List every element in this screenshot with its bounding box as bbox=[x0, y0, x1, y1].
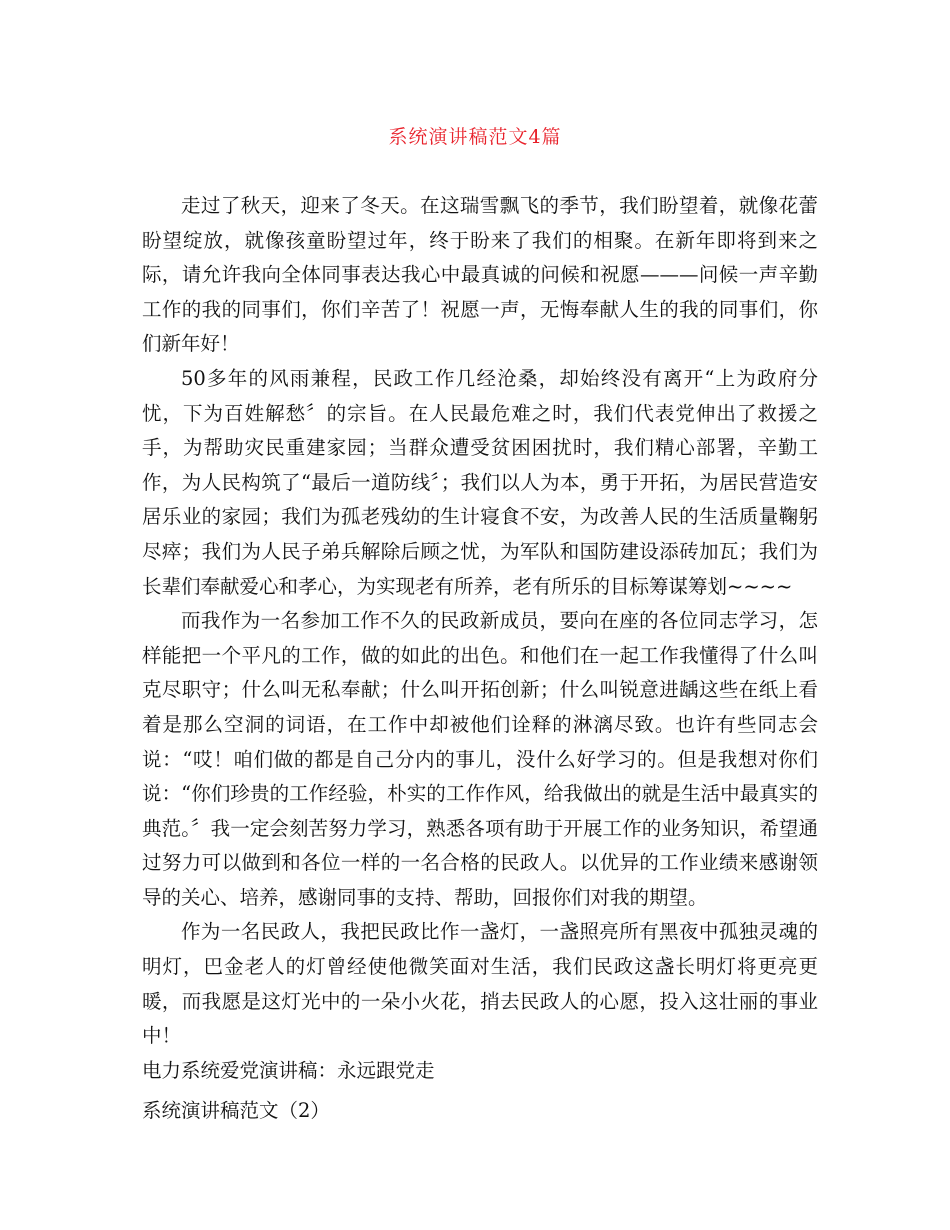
document-body bbox=[142, 189, 818, 1129]
paragraph-1: 走过了秋天，迎来了冬天。在这瑞雪飘飞的季节，我们盼望着，就像花蕾盼望绽放，就像孩童盼望过年，终于盼来了我们的相聚。在新年即将到来之际，请允许我向全体同事表达我心中最真诚的问候和祝愿———问候一声辛勤工作的我的同事们，你们辛苦了！祝愿一声，无悔奉献人生的我的同事们，你们新年好！ bbox=[142, 194, 818, 356]
paragraph-3: 而我作为一名参加工作不久的民政新成员，要向在座的各位同志学习，怎样能把一个平凡的工作，做的如此的出色。和他们在一起工作我懂得了什么叫克尽职守；什么叫无私奉献；什么叫开拓创新；什么叫锐意进龋这些在纸上看着是那么空洞的词语，在工作中却被他们诠释的淋漓尽致。也许有些同志会说：“哎！咱们做的都是自己分内的事儿，没什么好学习的。但是我想对你们说：“你们珍贵的工作经验，朴实的工作作风，给我做出的就是生活中最真实的典范。〞我一定会刻苦努力学习，熟悉各项有助于开展工作的业务知识，希望通过努力可以做到和各位一样的一名合格的民政人。以优异的工作业绩来感谢领导的关心、培养，感谢同事的支持、帮助，回报你们对我的期望。 bbox=[142, 609, 818, 909]
paragraph-4: 作为一名民政人，我把民政比作一盏灯，一盏照亮所有黑夜中孤独灵魂的明灯，巴金老人的灯曾经使他微笑面对生活，我们民政这盏长明灯将更亮更暖，而我愿是这灯光中的一朵小火花，捎去民政人的心愿，投入这壮丽的事业中！ bbox=[142, 920, 818, 1048]
document-title: 系统演讲稿范文4篇 bbox=[388, 126, 562, 148]
subheading-party-speech: 电力系统爱党演讲稿：永远跟党走 bbox=[142, 1058, 435, 1082]
subheading-section-2: 系统演讲稿范文（2） bbox=[142, 1099, 330, 1123]
paragraph-2: 50多年的风雨兼程，民政工作几经沧桑，却始终没有离开“上为政府分忧，下为百姓解愁〞的宗旨。在人民最危难之时，我们代表党伸出了救援之手，为帮助灾民重建家园；当群众遭受贫困困扰时，我们精心部署，辛勤工作，为人民构筑了“最后一道防线〞；我们以人为本，勇于开拓，为居民营造安居乐业的家园；我们为孤老残幼的生计寝食不安，为改善人民的生活质量鞠躬尽瘁；我们为人民子弟兵解除后顾之忧，为军队和国防建设添砖加瓦；我们为长辈们奉献爱心和孝心，为实现老有所养，老有所乐的目标筹谋筹划~~~~ bbox=[142, 366, 818, 598]
